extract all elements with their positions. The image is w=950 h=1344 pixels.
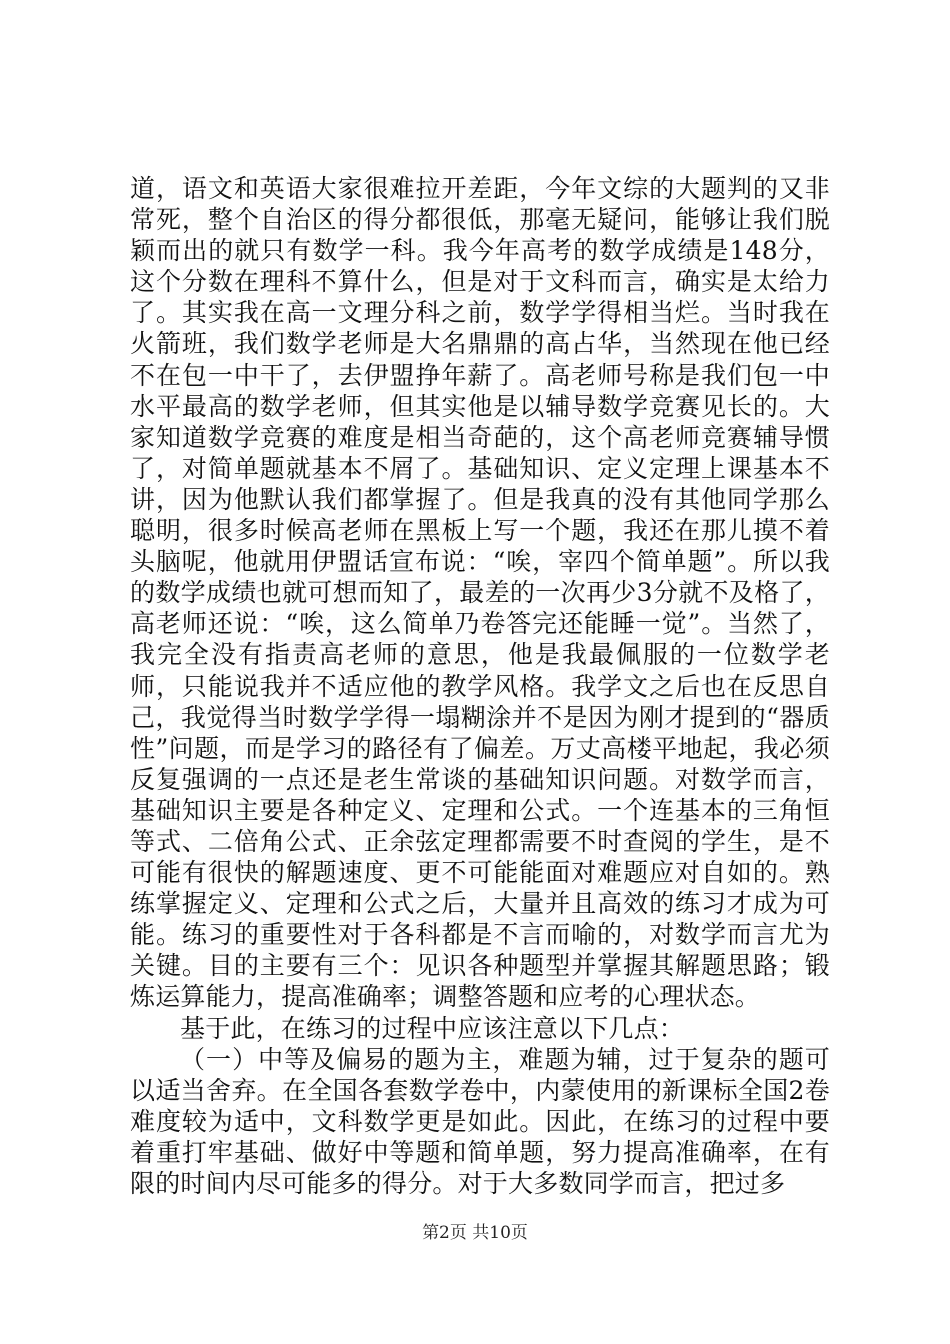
paragraph-point-one: （一）中等及偏易的题为主，难题为辅，过于复杂的题可以适当舍弃。在全国各套数学卷中，内蒙使用的新课标全国2卷难度较为适中，文科数学更是如此。因此，在练习的过程中要着重打牢基础、做好中等题和简单题，努力提高准确率，在有限的时间内尽可能多的得分。对于大多数同学而言，把过多 (130, 1044, 830, 1198)
page-footer: 第2页 共10页 (422, 1223, 528, 1243)
paragraph-intro-points: 基于此，在练习的过程中应该注意以下几点： (180, 1013, 685, 1043)
body-text (130, 173, 830, 1199)
paragraph-continuation: 道，语文和英语大家很难拉开差距，今年文综的大题判的又非常死，整个自治区的得分都很低，那毫无疑问，能够让我们脱颖而出的就只有数学一科。我今年高考的数学成绩是148分，这个分数在理科不算什么，但是对于文科而言，确实是太给力了。其实我在高一文理分科之前，数学学得相当烂。当时我在火箭班，我们数学老师是大名鼎鼎的高占华，当然现在他已经不在包一中干了，去伊盟挣年薪了。高老师号称是我们包一中水平最高的数学老师，但其实他是以辅导数学竞赛见长的。大家知道数学竞赛的难度是相当奇葩的，这个高老师竞赛辅导惯了，对简单题就基本不屑了。基础知识、定义定理上课基本不讲，因为他默认我们都掌握了。但是我真的没有其他同学那么聪明，很多时候高老师在黑板上写一个题，我还在那儿摸不着头脑呢，他就用伊盟话宣布说：“唉，宰四个简单题”。所以我的数学成绩也就可想而知了，最差的一次再少3分就不及格了，高老师还说：“唉，这么简单乃卷答完还能睡一觉”。当然了，我完全没有指责高老师的意思，他是我最佩服的一位数学老师，只能说我并不适应他的教学风格。我学文之后也在反思自己，我觉得当时数学学得一塌糊涂并不是因为刚才提到的“器质性”问题，而是学习的路径有了偏差。万丈高楼平地起，我必须反复强调的一点还是老生常谈的基础知识问题。对数学而言，基础知识主要是各种定义、定理和公式。一个连基本的三角恒等式、二倍角公式、正余弦定理都需要不时查阅的学生，是不可能有很快的解题速度、更不可能能面对难题应对自如的。熟练掌握定义、定理和公式之后，大量并且高效的练习才成为可能。练习的重要性对于各科都是不言而喻的，对数学而言尤为关键。目的主要有三个：见识各种题型并掌握其解题思路；锻炼运算能力，提高准确率；调整答题和应考的心理状态。 (130, 174, 830, 1012)
